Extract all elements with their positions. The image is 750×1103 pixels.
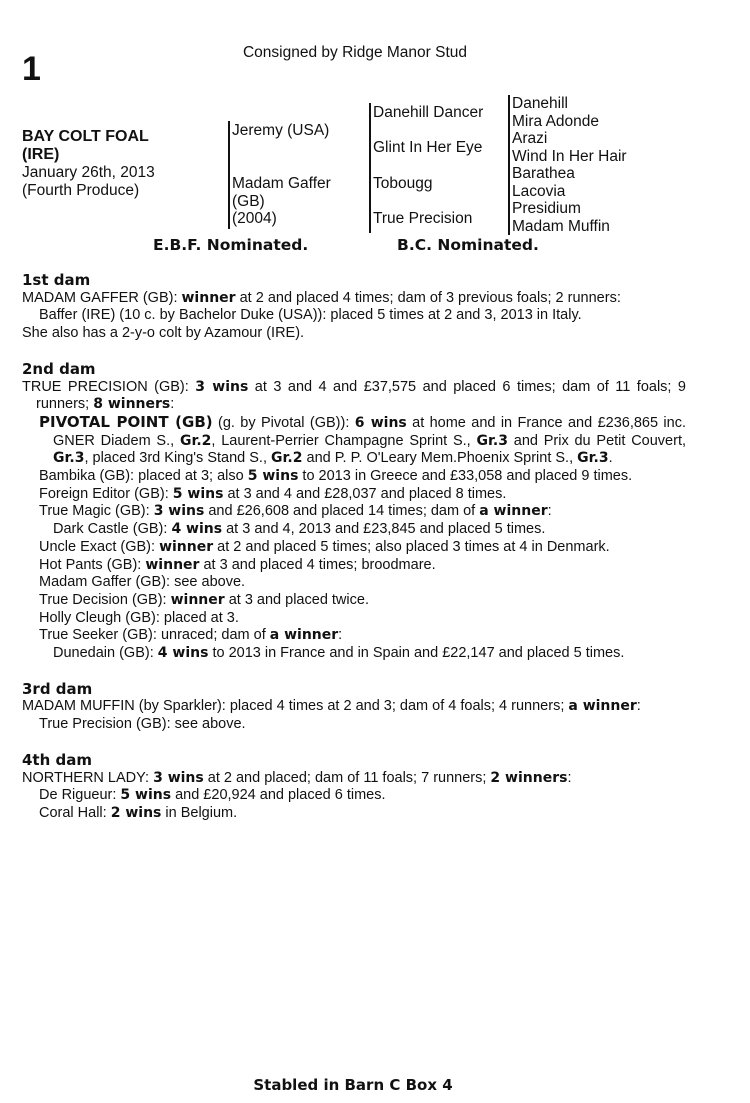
horse-title xyxy=(22,128,149,164)
pedigree-dam-dam: True Precision xyxy=(373,210,473,227)
progeny-entry-true-decision: True Decision (GB): winner at 3 and placed twice. xyxy=(39,591,369,608)
fourth-dam-heading: 4th dam xyxy=(22,750,92,769)
pedigree-g3-2: Mira Adonde xyxy=(512,112,600,130)
second-dam-entry: TRUE PRECISION (GB): 3 wins at 3 and 4 and £37,575 and placed 6 times; dam of 11 foals; 9 runners; 8 winners: xyxy=(22,378,686,413)
foaling-date: January 26th, 2013 xyxy=(22,164,155,181)
first-dam-heading: 1st dam xyxy=(22,271,91,289)
fourth-dam-entry: NORTHERN LADY: 3 wins at 2 and placed; dam of 11 foals; 7 runners; 2 winners: xyxy=(22,769,572,786)
pedigree-dam-line3: (2004) xyxy=(232,210,277,227)
lot-number: 1 xyxy=(22,50,41,88)
progeny-entry-dunedain: Dunedain (GB): 4 wins to 2013 in France and in Spain and £22,147 and placed 5 times. xyxy=(53,645,625,662)
pedigree-dam-sire: Tobougg xyxy=(373,175,433,192)
progeny-entry-pivotal-point: PIVOTAL POINT (GB) (g. by Pivotal (GB)): 6 wins at home and in France and £236,865 inc. GNER Diadem S., Gr.2, Laurent-Perrier Champagne Sprint S., Gr.3 and Prix du Petit Couvert, Gr.3, placed 3rd King's Stand S., Gr.2 and P. P. O'Leary Mem.Phoenix Sprint S., Gr.3. xyxy=(39,412,687,467)
pedigree-dam xyxy=(232,175,331,228)
pedigree-divider-3 xyxy=(508,95,510,235)
progeny-entry-foreign-editor: Foreign Editor (GB): 5 wins at 3 and 4 and £28,037 and placed 8 times. xyxy=(39,485,507,502)
pedigree-g3-7: Presidium xyxy=(512,200,581,217)
second-dam-heading: 2nd dam xyxy=(22,359,96,378)
pedigree-g3-6: Lacovia xyxy=(512,182,566,200)
progeny-entry-holly-cleugh: Holly Cleugh (GB): placed at 3. xyxy=(39,609,239,626)
progeny-entry-true-seeker: True Seeker (GB): unraced; dam of a winner: xyxy=(39,627,343,644)
progeny-entry-madam-gaffer: Madam Gaffer (GB): see above. xyxy=(39,574,246,591)
catalogue-body xyxy=(22,272,686,823)
pedigree-g3-1: Danehill xyxy=(512,95,569,112)
pedigree-g3-3: Arazi xyxy=(512,130,548,147)
pedigree-g3-4: Wind In Her Hair xyxy=(512,147,627,165)
progeny-entry-hot-pants: Hot Pants (GB): winner at 3 and placed 4 times; broodmare. xyxy=(39,556,436,573)
pedigree-g3-8: Madam Muffin xyxy=(512,217,610,235)
horse-title-line1: BAY COLT FOAL xyxy=(22,128,149,145)
progeny-entry-dark-castle: Dark Castle (GB): 4 wins at 3 and 4, 2013 and £23,845 and placed 5 times. xyxy=(53,521,546,538)
stabling-footer: Stabled in Barn C Box 4 xyxy=(253,1076,453,1094)
progeny-entry-de-rigueur: De Rigueur: 5 wins and £20,924 and placed 6 times. xyxy=(39,787,386,804)
horse-info xyxy=(22,164,155,200)
progeny-entry-bambika: Bambika (GB): placed at 3; also 5 wins to 2013 in Greece and £33,058 and placed 9 times. xyxy=(39,468,633,485)
ebf-nomination: E.B.F. Nominated. xyxy=(153,236,309,254)
first-dam-note: She also has a 2-y-o colt by Azamour (IRE). xyxy=(22,325,305,342)
bc-nomination: B.C. Nominated. xyxy=(397,236,539,254)
pedigree-third-generation xyxy=(512,95,627,235)
horse-title-line2: (IRE) xyxy=(22,146,60,163)
progeny-entry-true-magic: True Magic (GB): 3 wins and £26,608 and placed 14 times; dam of a winner: xyxy=(39,503,552,520)
pedigree-dam-line2: (GB) xyxy=(232,192,265,210)
produce-note: (Fourth Produce) xyxy=(22,182,140,199)
pedigree-sire: Jeremy (USA) xyxy=(232,122,330,139)
pedigree-divider-2 xyxy=(369,103,371,233)
third-dam-entry: MADAM MUFFIN (by Sparkler): placed 4 times at 2 and 3; dam of 4 foals; 4 runners; a winner: xyxy=(22,698,641,715)
pedigree-sire-dam: Glint In Her Eye xyxy=(373,139,483,156)
third-dam-heading: 3rd dam xyxy=(22,679,93,698)
progeny-entry: Baffer (IRE) (10 c. by Bachelor Duke (USA)): placed 5 times at 2 and 3, 2013 in Italy. xyxy=(39,307,582,324)
first-dam-entry: MADAM GAFFER (GB): winner at 2 and placed 4 times; dam of 3 previous foals; 2 runners: xyxy=(22,289,621,306)
pedigree-sire-sire: Danehill Dancer xyxy=(373,104,484,121)
progeny-entry-uncle-exact: Uncle Exact (GB): winner at 2 and placed 5 times; also placed 3 times at 4 in Denmark. xyxy=(39,538,610,555)
pedigree-g3-5: Barathea xyxy=(512,165,575,182)
progeny-entry-coral-hall: Coral Hall: 2 wins in Belgium. xyxy=(39,804,238,821)
pedigree-dam-line1: Madam Gaffer xyxy=(232,175,331,192)
consignor-line: Consigned by Ridge Manor Stud xyxy=(242,44,468,61)
progeny-entry-true-precision: True Precision (GB): see above. xyxy=(39,716,246,733)
pedigree-divider-1 xyxy=(228,121,230,229)
